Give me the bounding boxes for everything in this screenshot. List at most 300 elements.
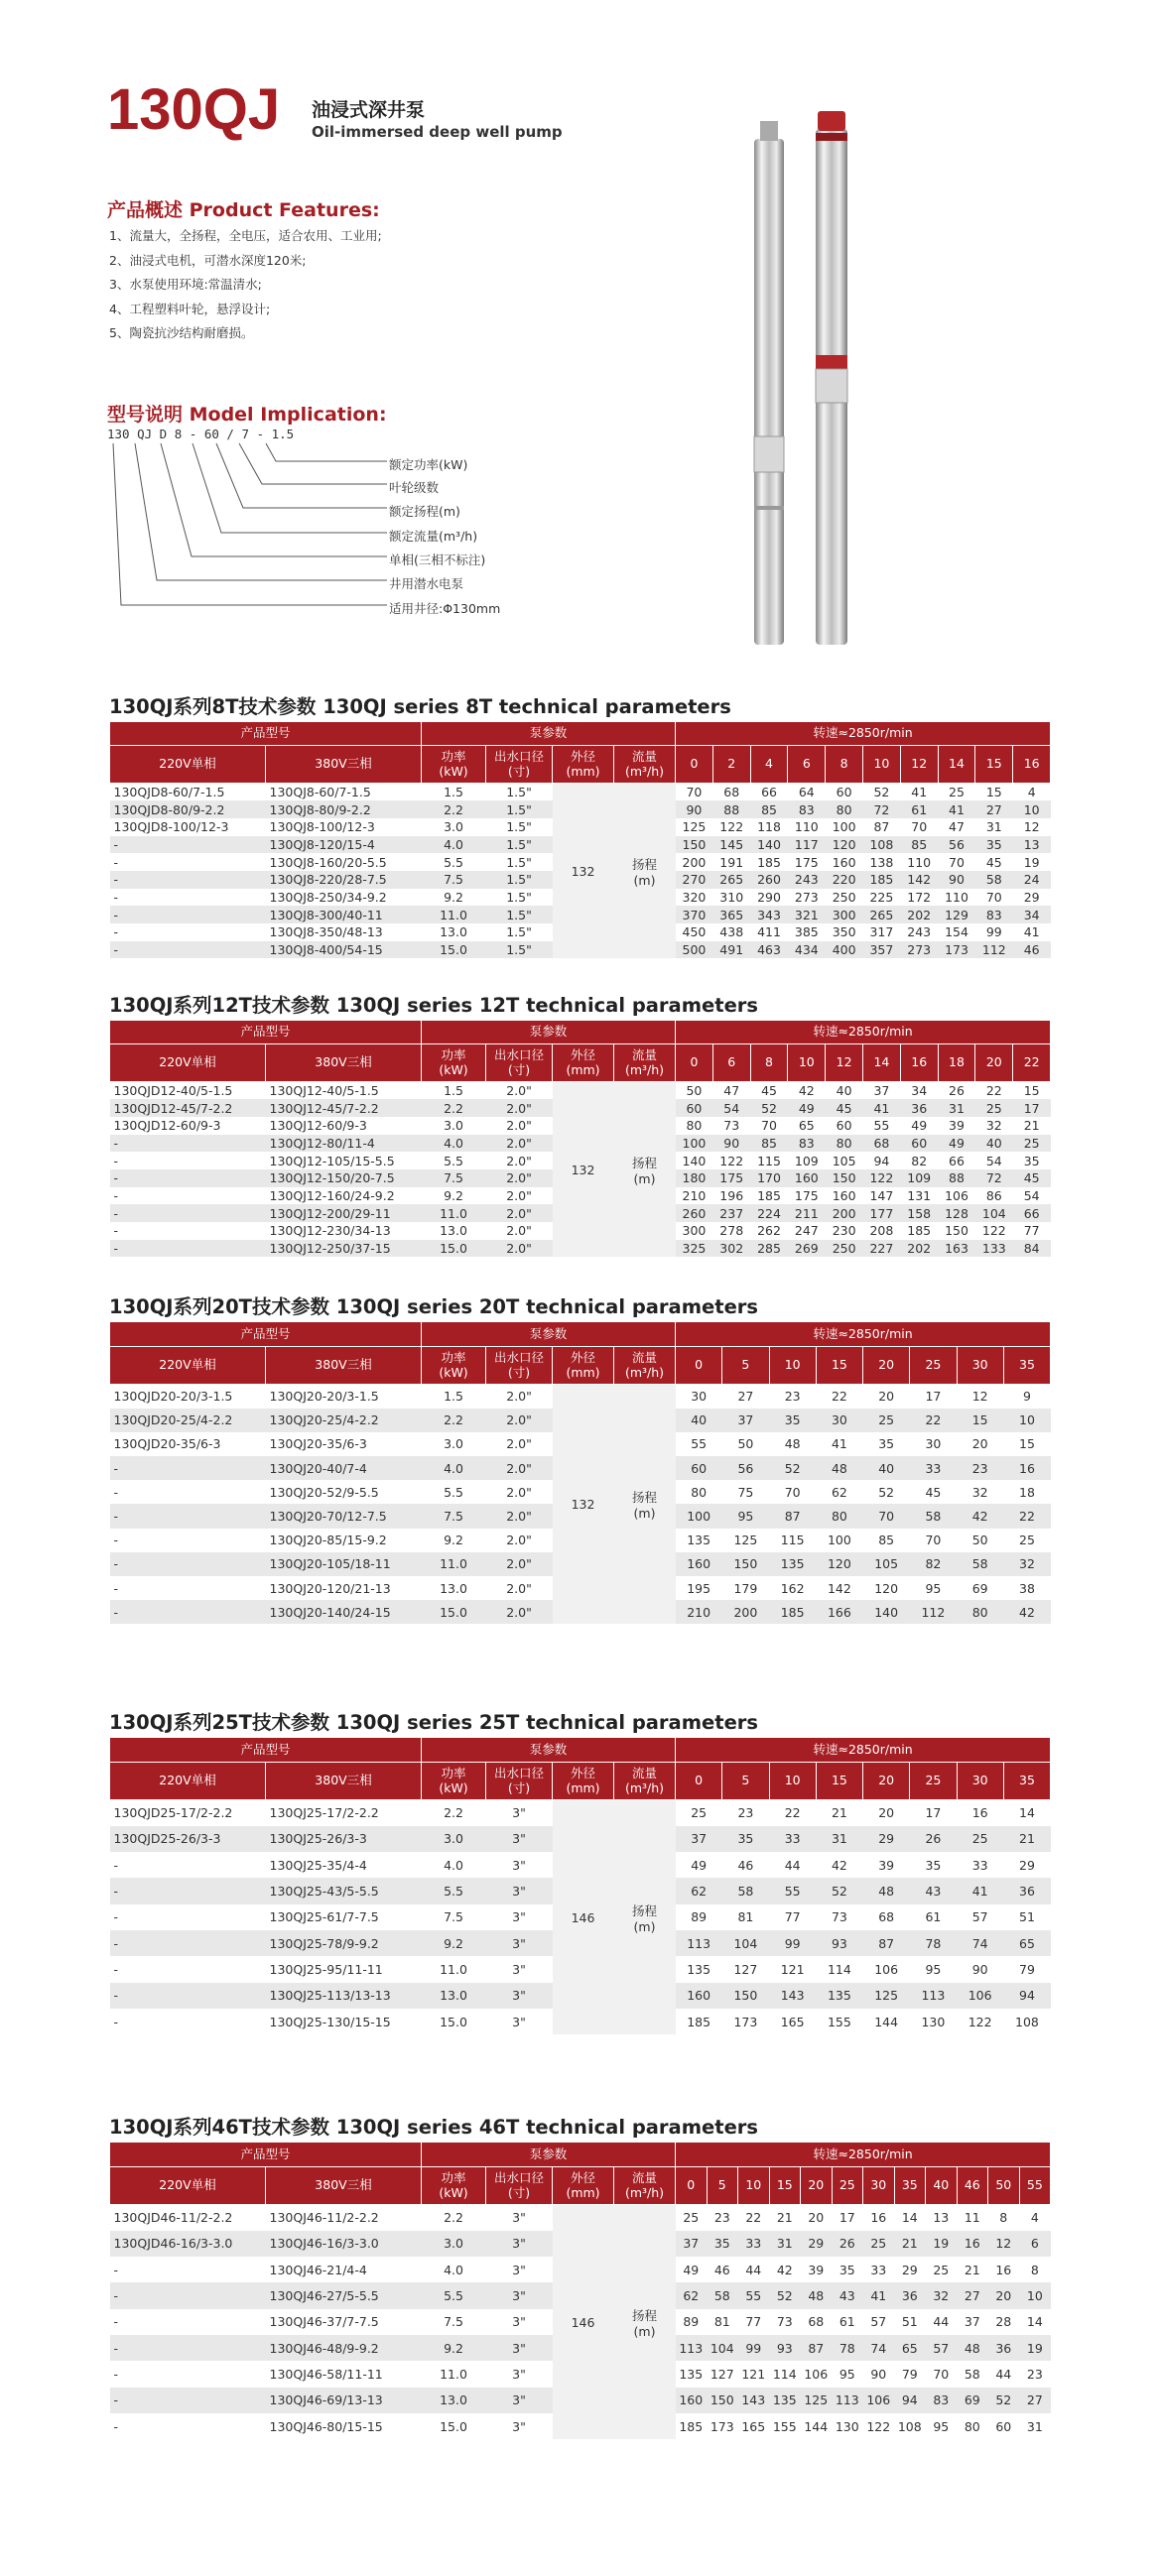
header-flow-value: 15 xyxy=(816,1347,862,1385)
model-single-phase: - xyxy=(110,1930,266,1956)
model-three-phase: 130QJ12-150/20-7.5 xyxy=(266,1169,422,1187)
head-value-cell: 44 xyxy=(784,1857,801,1873)
head-value-cell: 117 xyxy=(788,836,826,854)
spec-table xyxy=(109,1020,1051,1257)
head-value-cell: 122 xyxy=(866,2418,891,2434)
header-three-phase: 380V三相 xyxy=(266,746,422,784)
power-cell: 11.0 xyxy=(440,2366,467,2382)
head-value-cell: 83 xyxy=(788,1135,826,1153)
head-value-cell: 302 xyxy=(712,1240,750,1258)
outlet-cell: 3" xyxy=(512,2418,526,2434)
model-three-phase: 130QJ12-105/15-5.5 xyxy=(269,1153,395,1168)
head-value-cell: 48 xyxy=(863,1878,910,1903)
head-value-cell: 88 xyxy=(712,800,750,818)
model-single-phase: - xyxy=(113,1484,119,1500)
header-flow-value: 46 xyxy=(957,2167,988,2205)
header-flow-value: 50 xyxy=(988,2167,1020,2205)
model-single-phase: 130QJD46-16/3-3.0 xyxy=(110,2231,266,2257)
power-cell: 9.2 xyxy=(422,1930,486,1956)
head-value-cell: 65 xyxy=(1003,1930,1050,1956)
head-value-cell: 88 xyxy=(938,1169,975,1187)
power-cell: 11.0 xyxy=(422,1204,486,1222)
head-value-cell: 44 xyxy=(745,2262,762,2277)
head-value-cell: 81 xyxy=(713,2314,730,2330)
head-value-cell: 39 xyxy=(878,1857,895,1873)
model-three-phase: 130QJ20-20/3-1.5 xyxy=(269,1389,379,1405)
head-value-cell: 68 xyxy=(808,2314,825,2330)
header-three-phase: 380V三相 xyxy=(266,1763,422,1800)
header-flow-value: 25 xyxy=(910,1763,957,1800)
model-single-phase: 130QJD8-80/9-2.2 xyxy=(110,800,266,818)
outlet-cell: 3" xyxy=(486,1983,553,2009)
outlet-cell: 3" xyxy=(486,1930,553,1956)
model-three-phase: 130QJ8-120/15-4 xyxy=(266,836,422,854)
head-value-cell: 30 xyxy=(691,1389,708,1405)
head-value-cell: 106 xyxy=(945,1187,968,1203)
head-value-cell: 365 xyxy=(712,906,750,923)
model-three-phase: 130QJ25-113/13-13 xyxy=(266,1983,422,2009)
power-cell: 7.5 xyxy=(422,1169,486,1187)
head-label-cell: 扬程 (m) xyxy=(614,784,676,959)
head-value-cell: 27 xyxy=(975,800,1013,818)
model-three-phase: 130QJ20-52/9-5.5 xyxy=(269,1484,379,1500)
head-value-cell: 179 xyxy=(733,1580,758,1596)
model-single-phase: - xyxy=(110,2282,266,2308)
head-value-cell: 25 xyxy=(683,2210,700,2226)
head-value-cell: 122 xyxy=(719,819,744,835)
head-value-cell: 87 xyxy=(873,819,890,835)
model-three-phase: 130QJ12-40/5-1.5 xyxy=(269,1083,379,1099)
head-value-cell: 144 xyxy=(874,2014,899,2029)
head-value-cell: 230 xyxy=(832,1223,856,1239)
head-value-cell: 25 xyxy=(1019,1533,1035,1548)
model-single-phase: 130QJD20-25/4-2.2 xyxy=(110,1409,266,1432)
head-value-cell: 135 xyxy=(769,1552,816,1576)
head-value-cell: 89 xyxy=(683,2314,700,2330)
head-value-cell: 13 xyxy=(1013,836,1051,854)
head-value-cell: 60 xyxy=(676,1099,713,1117)
head-value-cell: 172 xyxy=(907,889,932,905)
head-value-cell: 13 xyxy=(933,2210,950,2226)
outlet-cell: 3" xyxy=(512,2210,526,2226)
od-cell: 132 xyxy=(553,784,614,959)
header-single-phase: 220V单相 xyxy=(110,2167,266,2205)
outlet-cell: 3" xyxy=(512,1961,526,1977)
head-value-cell: 18 xyxy=(1019,1484,1035,1500)
header-flow-value: 5 xyxy=(707,2167,738,2205)
model-three-phase: 130QJ8-300/40-11 xyxy=(266,906,422,923)
outlet-cell: 1.5" xyxy=(486,906,553,923)
head-value-cell: 95 xyxy=(925,1961,942,1977)
model-three-phase: 130QJ20-105/18-11 xyxy=(266,1552,422,1576)
head-value-cell: 70 xyxy=(949,854,965,870)
head-value-cell: 45 xyxy=(826,1099,863,1117)
header-flow-value: 15 xyxy=(769,2167,801,2205)
head-value-cell: 122 xyxy=(968,2014,992,2029)
model-three-phase: 130QJ46-16/3-3.0 xyxy=(266,2231,422,2257)
head-value-cell: 35 xyxy=(769,1409,816,1432)
table-row xyxy=(110,1385,1051,1409)
head-value-cell: 84 xyxy=(1013,1240,1051,1258)
head-value-cell: 25 xyxy=(1013,1135,1051,1153)
features-list xyxy=(109,224,382,346)
head-value-cell: 48 xyxy=(784,1436,801,1452)
head-value-cell: 77 xyxy=(1023,1223,1040,1239)
head-value-cell: 185 xyxy=(757,1187,781,1203)
head-value-cell: 80 xyxy=(964,2418,980,2434)
head-value-cell: 95 xyxy=(933,2418,950,2434)
model-single-phase: - xyxy=(113,2314,119,2330)
header-flow-value: 16 xyxy=(900,1044,938,1082)
head-value-cell: 265 xyxy=(712,871,750,889)
head-value-cell: 491 xyxy=(712,941,750,959)
header-flow-value: 35 xyxy=(1003,1347,1050,1385)
head-value-cell: 33 xyxy=(738,2231,770,2257)
head-value-cell: 463 xyxy=(750,941,788,959)
head-value-cell: 29 xyxy=(801,2231,833,2257)
model-three-phase: 130QJ8-220/28-7.5 xyxy=(266,871,422,889)
feature-item: 2、油浸式电机，可潜水深度120米; xyxy=(109,252,307,268)
head-value-cell: 34 xyxy=(1013,906,1051,923)
head-value-cell: 55 xyxy=(738,2282,770,2308)
feature-item: 1、流量大，全扬程，全电压，适合农用、工业用; xyxy=(109,228,382,243)
header-flow: 流量 (m³/h) xyxy=(614,1044,676,1082)
head-value-cell: 113 xyxy=(676,2335,708,2361)
head-value-cell: 4 xyxy=(1030,2210,1039,2226)
head-value-cell: 4 xyxy=(1027,785,1036,800)
head-value-cell: 45 xyxy=(925,1484,942,1500)
outlet-cell: 3" xyxy=(486,1826,553,1852)
header-flow-value: 0 xyxy=(676,2167,708,2205)
header-flow-value: 35 xyxy=(1003,1763,1050,1800)
power-cell: 11.0 xyxy=(422,906,486,923)
head-value-cell: 70 xyxy=(863,1504,910,1528)
spec-table xyxy=(109,721,1051,958)
impl-label: 额定扬程(m) xyxy=(389,504,460,519)
header-power: 功率 (kW) xyxy=(422,746,486,784)
model-three-phase: 130QJ25-17/2-2.2 xyxy=(269,1805,379,1821)
head-value-cell: 140 xyxy=(863,1600,910,1624)
model-three-phase: 130QJ12-200/29-11 xyxy=(266,1204,422,1222)
head-value-cell: 14 xyxy=(901,2210,918,2226)
power-cell: 2.2 xyxy=(422,1409,486,1432)
model-single-phase: - xyxy=(110,941,266,959)
power-cell: 9.2 xyxy=(444,1533,463,1548)
outlet-cell: 1.5" xyxy=(486,836,553,854)
head-value-cell: 20 xyxy=(878,1805,895,1821)
head-value-cell: 118 xyxy=(757,819,781,835)
head-value-cell: 385 xyxy=(794,924,819,940)
head-value-cell: 321 xyxy=(788,906,826,923)
outlet-cell: 3" xyxy=(512,1909,526,1925)
head-value-cell: 140 xyxy=(750,836,788,854)
power-cell: 4.0 xyxy=(444,2262,463,2277)
head-value-cell: 57 xyxy=(971,1909,988,1925)
head-value-cell: 69 xyxy=(957,2388,988,2413)
head-value-cell: 35 xyxy=(722,1826,769,1852)
power-cell: 7.5 xyxy=(444,1909,463,1925)
power-cell: 4.0 xyxy=(422,1456,486,1480)
model-single-phase: 130QJD20-20/3-1.5 xyxy=(113,1389,233,1405)
head-value-cell: 57 xyxy=(870,2314,887,2330)
head-value-cell: 78 xyxy=(832,2335,863,2361)
head-value-cell: 49 xyxy=(683,2262,700,2277)
head-value-cell: 25 xyxy=(975,1099,1013,1117)
pump-product-image xyxy=(734,109,883,650)
head-value-cell: 100 xyxy=(827,1533,851,1548)
model-three-phase: 130QJ46-37/7-7.5 xyxy=(269,2314,379,2330)
features-heading: 产品概述 Product Features: xyxy=(107,199,380,221)
head-value-cell: 68 xyxy=(723,785,740,800)
spec-table xyxy=(109,1321,1051,1624)
head-value-cell: 106 xyxy=(957,1983,1003,2009)
header-flow-value: 10 xyxy=(863,746,901,784)
head-value-cell: 105 xyxy=(863,1552,910,1576)
head-value-cell: 127 xyxy=(733,1961,758,1977)
head-value-cell: 138 xyxy=(869,854,894,870)
head-value-cell: 300 xyxy=(826,906,863,923)
model-single-phase: - xyxy=(113,1533,119,1548)
head-value-cell: 185 xyxy=(863,871,901,889)
head-value-cell: 35 xyxy=(838,2262,855,2277)
head-value-cell: 60 xyxy=(900,1135,938,1153)
head-value-cell: 8 xyxy=(1030,2262,1039,2277)
header-flow-value: 55 xyxy=(1019,2167,1051,2205)
head-value-cell: 36 xyxy=(1003,1878,1050,1903)
head-value-cell: 29 xyxy=(1023,889,1040,905)
head-value-cell: 140 xyxy=(682,1153,707,1168)
model-single-phase: - xyxy=(113,1223,119,1239)
head-value-cell: 108 xyxy=(863,836,901,854)
head-value-cell: 106 xyxy=(804,2366,829,2382)
head-value-cell: 27 xyxy=(957,2282,988,2308)
model-single-phase: 130QJD12-40/5-1.5 xyxy=(113,1083,233,1099)
head-value-cell: 95 xyxy=(722,1504,769,1528)
head-value-cell: 66 xyxy=(1013,1204,1051,1222)
head-value-cell: 26 xyxy=(910,1826,957,1852)
outlet-cell: 3" xyxy=(486,2388,553,2413)
head-value-cell: 25 xyxy=(863,2231,895,2257)
head-value-cell: 269 xyxy=(788,1240,826,1258)
header-od: 外径 (mm) xyxy=(553,2167,614,2205)
header-flow-value: 12 xyxy=(900,746,938,784)
model-three-phase: 130QJ25-61/7-7.5 xyxy=(269,1909,379,1925)
head-value-cell: 20 xyxy=(971,1436,988,1452)
head-value-cell: 87 xyxy=(769,1504,816,1528)
head-value-cell: 35 xyxy=(925,1857,942,1873)
model-single-phase: 130QJD12-45/7-2.2 xyxy=(110,1099,266,1117)
head-value-cell: 80 xyxy=(691,1484,708,1500)
head-value-cell: 60 xyxy=(995,2418,1012,2434)
head-value-cell: 104 xyxy=(707,2335,738,2361)
head-value-cell: 173 xyxy=(938,941,975,959)
head-value-cell: 33 xyxy=(910,1456,957,1480)
head-value-cell: 121 xyxy=(780,1961,805,1977)
head-value-cell: 173 xyxy=(710,2418,734,2434)
head-value-cell: 155 xyxy=(827,2014,851,2029)
head-value-cell: 106 xyxy=(863,2388,895,2413)
head-value-cell: 133 xyxy=(975,1240,1013,1258)
head-value-cell: 72 xyxy=(975,1169,1013,1187)
head-value-cell: 37 xyxy=(676,2231,708,2257)
header-flow-value: 10 xyxy=(769,1347,816,1385)
head-value-cell: 170 xyxy=(750,1169,788,1187)
head-value-cell: 25 xyxy=(933,2262,950,2277)
head-value-cell: 34 xyxy=(911,1083,928,1099)
head-value-cell: 58 xyxy=(707,2282,738,2308)
model-three-phase: 130QJ25-43/5-5.5 xyxy=(266,1878,422,1903)
power-cell: 1.5 xyxy=(444,1389,463,1405)
head-value-cell: 100 xyxy=(676,1135,713,1153)
head-value-cell: 28 xyxy=(995,2314,1012,2330)
outlet-cell: 2.0" xyxy=(506,1187,532,1203)
head-value-cell: 66 xyxy=(949,1153,965,1168)
header-od: 外径 (mm) xyxy=(553,1763,614,1800)
head-value-cell: 185 xyxy=(687,2014,711,2029)
model-single-phase: - xyxy=(110,1456,266,1480)
head-value-cell: 90 xyxy=(712,1135,750,1153)
od-cell: 146 xyxy=(553,1800,614,2035)
model-single-phase: - xyxy=(110,1600,266,1624)
head-value-cell: 29 xyxy=(1019,1857,1035,1873)
head-value-cell: 70 xyxy=(985,889,1002,905)
model-three-phase: 130QJ20-140/24-15 xyxy=(266,1600,422,1624)
head-value-cell: 31 xyxy=(1026,2418,1043,2434)
header-flow-value: 35 xyxy=(894,2167,926,2205)
power-cell: 7.5 xyxy=(422,1504,486,1528)
model-three-phase: 130QJ20-120/21-13 xyxy=(269,1580,391,1596)
head-value-cell: 40 xyxy=(863,1456,910,1480)
head-value-cell: 125 xyxy=(801,2388,833,2413)
outlet-cell: 2.0" xyxy=(486,1552,553,1576)
header-product: 产品型号 xyxy=(110,2143,422,2167)
spec-table xyxy=(109,1737,1051,2034)
head-value-cell: 163 xyxy=(938,1240,975,1258)
head-value-cell: 54 xyxy=(712,1099,750,1117)
head-value-cell: 150 xyxy=(707,2388,738,2413)
model-single-phase: - xyxy=(113,2418,119,2434)
outlet-cell: 3" xyxy=(512,1805,526,1821)
model-single-phase: - xyxy=(113,1909,119,1925)
outlet-cell: 1.5" xyxy=(506,819,532,835)
head-value-cell: 150 xyxy=(676,836,713,854)
head-value-cell: 450 xyxy=(682,924,707,940)
head-value-cell: 175 xyxy=(712,1169,750,1187)
head-value-cell: 85 xyxy=(900,836,938,854)
head-value-cell: 90 xyxy=(971,1961,988,1977)
head-value-cell: 43 xyxy=(910,1878,957,1903)
header-pump: 泵参数 xyxy=(422,722,676,746)
head-label-cell: 扬程 (m) xyxy=(614,2205,676,2440)
power-cell: 13.0 xyxy=(440,1223,467,1239)
head-value-cell: 42 xyxy=(831,1857,847,1873)
head-value-cell: 17 xyxy=(838,2210,855,2226)
head-value-cell: 227 xyxy=(863,1240,901,1258)
head-value-cell: 58 xyxy=(957,1552,1003,1576)
model-single-phase: 130QJD12-60/9-3 xyxy=(113,1118,221,1134)
outlet-cell: 3" xyxy=(512,1857,526,1873)
head-value-cell: 125 xyxy=(863,1983,910,2009)
head-value-cell: 80 xyxy=(957,1600,1003,1624)
header-flow-value: 25 xyxy=(832,2167,863,2205)
head-value-cell: 49 xyxy=(788,1099,826,1117)
header-flow-value: 14 xyxy=(863,1044,901,1082)
header-flow-value: 6 xyxy=(712,1044,750,1082)
head-value-cell: 60 xyxy=(836,1118,852,1134)
power-cell: 15.0 xyxy=(422,1600,486,1624)
head-value-cell: 87 xyxy=(801,2335,833,2361)
head-value-cell: 41 xyxy=(911,785,928,800)
table-row xyxy=(110,1800,1051,1826)
header-product: 产品型号 xyxy=(110,1021,422,1044)
head-value-cell: 23 xyxy=(737,1805,754,1821)
head-value-cell: 260 xyxy=(676,1204,713,1222)
head-value-cell: 131 xyxy=(907,1187,932,1203)
power-cell: 5.5 xyxy=(422,2282,486,2308)
model-three-phase: 130QJ46-69/13-13 xyxy=(266,2388,422,2413)
header-flow-value: 30 xyxy=(957,1763,1003,1800)
header-flow-value: 40 xyxy=(926,2167,958,2205)
model-three-phase: 130QJ8-350/48-13 xyxy=(269,924,383,940)
power-cell: 5.5 xyxy=(444,854,463,870)
od-cell: 132 xyxy=(553,1385,614,1625)
head-value-cell: 16 xyxy=(971,1805,988,1821)
head-value-cell: 122 xyxy=(719,1153,744,1168)
head-value-cell: 10 xyxy=(1019,2282,1051,2308)
head-value-cell: 23 xyxy=(784,1389,801,1405)
outlet-cell: 2.0" xyxy=(486,1204,553,1222)
head-value-cell: 21 xyxy=(964,2262,980,2277)
head-value-cell: 68 xyxy=(863,1135,901,1153)
model-three-phase: 130QJ46-80/15-15 xyxy=(269,2418,383,2434)
outlet-cell: 1.5" xyxy=(506,854,532,870)
head-value-cell: 158 xyxy=(900,1204,938,1222)
head-value-cell: 125 xyxy=(682,819,707,835)
head-value-cell: 122 xyxy=(863,1169,901,1187)
head-value-cell: 52 xyxy=(878,1484,895,1500)
head-value-cell: 500 xyxy=(676,941,713,959)
table-title: 130QJ系列25T技术参数 130QJ series 25T technical parameters xyxy=(109,1711,759,1734)
head-value-cell: 278 xyxy=(719,1223,744,1239)
model-three-phase: 130QJ46-11/2-2.2 xyxy=(269,2210,379,2226)
head-value-cell: 162 xyxy=(780,1580,805,1596)
outlet-cell: 1.5" xyxy=(486,941,553,959)
head-value-cell: 135 xyxy=(679,2366,704,2382)
head-value-cell: 40 xyxy=(975,1135,1013,1153)
head-value-cell: 35 xyxy=(707,2231,738,2257)
head-value-cell: 109 xyxy=(900,1169,938,1187)
head-value-cell: 50 xyxy=(971,1533,988,1548)
head-value-cell: 80 xyxy=(826,1135,863,1153)
head-value-cell: 14 xyxy=(1026,2314,1043,2330)
head-value-cell: 85 xyxy=(750,800,788,818)
head-value-cell: 69 xyxy=(971,1580,988,1596)
power-cell: 5.5 xyxy=(444,1153,463,1168)
head-value-cell: 52 xyxy=(873,785,890,800)
head-value-cell: 113 xyxy=(832,2388,863,2413)
head-value-cell: 317 xyxy=(869,924,894,940)
head-value-cell: 30 xyxy=(816,1409,862,1432)
outlet-cell: 1.5" xyxy=(506,889,532,905)
header-speed: 转速≈2850r/min xyxy=(676,1738,1051,1763)
head-value-cell: 56 xyxy=(722,1456,769,1480)
model-title: 130QJ xyxy=(107,77,281,142)
head-value-cell: 135 xyxy=(687,1533,711,1548)
head-value-cell: 9 xyxy=(1022,1389,1031,1405)
header-flow-value: 10 xyxy=(788,1044,826,1082)
header-product: 产品型号 xyxy=(110,1738,422,1763)
head-value-cell: 29 xyxy=(901,2262,918,2277)
